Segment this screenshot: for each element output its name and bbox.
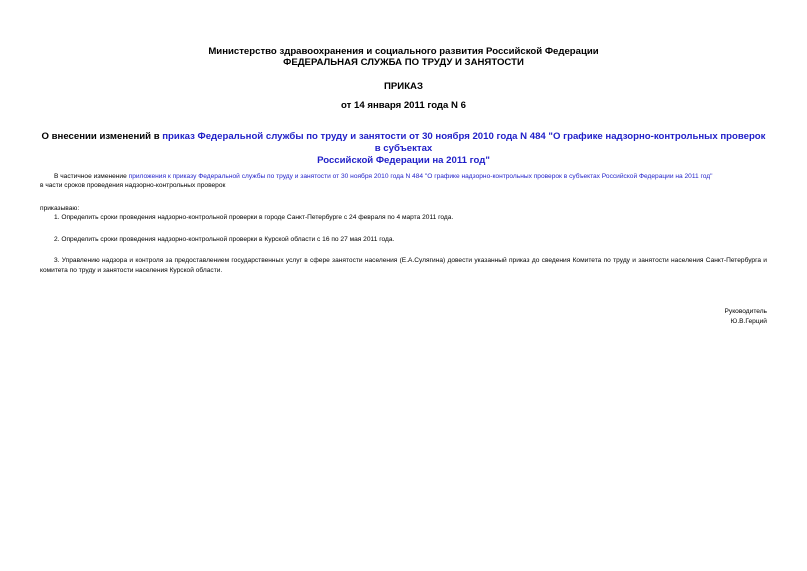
signature-name: Ю.В.Герций [730, 318, 767, 325]
intro-link-appendix[interactable]: приложения к приказу Федеральной службы по труду и занятости от 30 ноября 2010 года N 484 "О графике надзорно-контрольных проверок в субъектах Российской Федерации на 2011 год" [128, 173, 713, 180]
intro-line-1 [54, 172, 712, 181]
doc-type-heading: ПРИКАЗ [384, 81, 423, 92]
title-prefix: О внесении изменений в [41, 131, 163, 142]
document-title [40, 131, 767, 167]
order-item-1: 1. Определить сроки проведения надзорно-контрольной проверки в городе Санкт-Петербурге с 24 февраля по 4 марта 2011 года. [54, 214, 454, 221]
signature-position: Руководитель [724, 308, 767, 315]
title-link-order-484-cont[interactable]: Российской Федерации на 2011 год" [317, 155, 490, 166]
title-link-order-484[interactable]: приказ Федеральной службы по труду и занятости от 30 ноября 2010 года N 484 "О графике надзорно-контрольных проверок в субъектах [162, 131, 766, 154]
intro-prefix: В частичное изменение [54, 173, 129, 180]
ministry-heading: Министерство здравоохранения и социального развития Российской Федерации [208, 46, 599, 57]
date-number-heading: от 14 января 2011 года N 6 [341, 100, 466, 111]
service-heading: ФЕДЕРАЛЬНАЯ СЛУЖБА ПО ТРУДУ И ЗАНЯТОСТИ [283, 57, 524, 68]
intro-suffix: в части сроков проведения надзорно-контрольных проверок [40, 182, 226, 189]
order-item-2: 2. Определить сроки проведения надзорно-контрольной проверки в Курской области с 16 по 27 мая 2011 года. [54, 236, 395, 243]
order-item-3: 3. Управлению надзора и контроля за предоставлением государственных услуг в сфере занятости населения (Е.А.Сулягина) довести указанный приказ до сведения Комитета по труду и занятости населения Санкт-Петербурга и комитета по труду и занятости населения Курской области. [40, 257, 767, 274]
order-word: приказываю: [40, 205, 80, 212]
